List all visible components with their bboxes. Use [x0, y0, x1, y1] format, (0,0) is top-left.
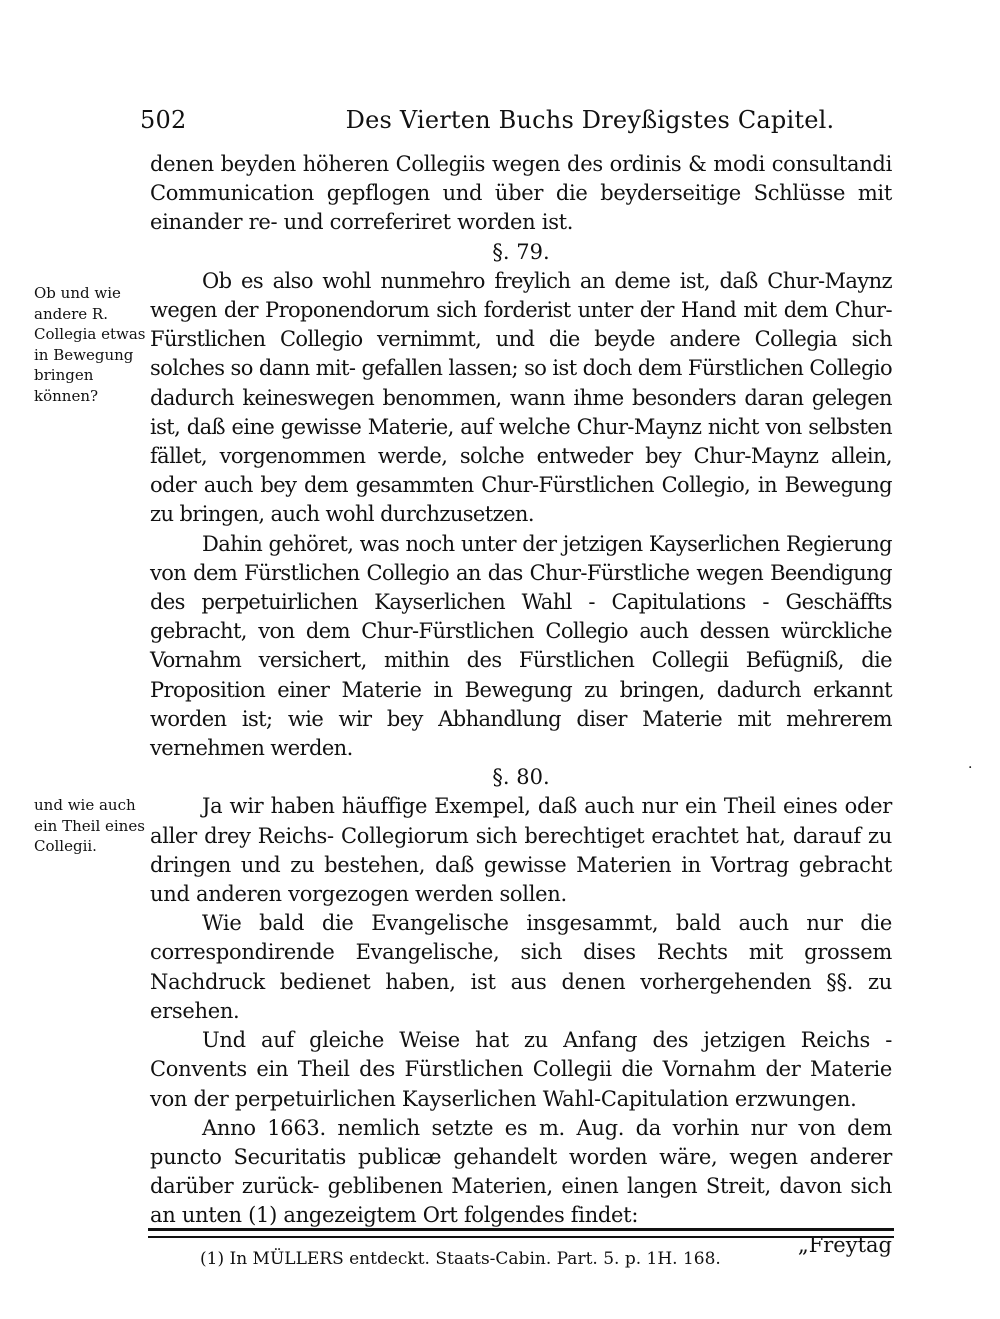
paragraph-79-2: Dahin gehöret, was noch unter der jetzigen Kayserlichen Regierung von dem Fürstlichen Collegio an das Chur-Fürstliche wegen Beendigung des perpetuirlichen Kayserlichen Wahl - Capitulations - Geschäffts gebracht, von dem Chur-Fürstlichen Collegio auch dessen würckliche Vornahm versichert, mithin des Fürstlichen Collegii Befügniß, die Proposition einer Materie in Bewegung zu bringen, dadurch erkannt worden ist; wie wir bey Abhandlung diser Materie mit mehrerem vernehmen werden.: [150, 531, 892, 761]
margin-note-1: Ob und wie andere R. Collegia etwas in Bewegung bringen können?: [34, 284, 146, 405]
paragraph-80-1: Ja wir haben häuffige Exempel, daß auch nur ein Theil eines oder aller drey Reichs- Collegiorum sich berechtiget erachtet hat, darauf zu dringen und zu bestehen, daß gewisse Materien in Vortrag gebracht und anderen vorgezogen werden sollen.: [150, 794, 892, 907]
edge-mark: ·: [968, 760, 973, 776]
main-text: [150, 150, 892, 1260]
catchword: „Freytag: [797, 1232, 892, 1257]
footnote-rule-bottom: [148, 1236, 894, 1238]
paragraph-80-4: Anno 1663. nemlich setzte es m. Aug. da vorhin nur von dem puncto Securitatis publicæ gehandelt worden wäre, wegen anderer darüber zurück- geblibenen Materien, einen langen Streit, davon sich an unten (1) angezeigtem Ort folgendes findet:: [150, 1115, 892, 1228]
section-heading-80: §. 80.: [492, 765, 550, 790]
page-number: 502: [140, 106, 187, 134]
footnote: (1) In MÜLLERS entdeckt. Staats-Cabin. Part. 5. p. 1H. 168.: [200, 1249, 721, 1269]
paragraph-intro: denen beyden höheren Collegiis wegen des ordinis & modi consultandi Communication gepflogen und über die beyderseitige Schlüsse mit einander re- und correferiret worden ist.: [150, 152, 892, 235]
section-heading-79: §. 79.: [492, 239, 550, 264]
footnote-rule-top: [148, 1228, 894, 1231]
chapter-header-title: Des Vierten Buchs Dreyßigstes Capitel.: [345, 106, 835, 134]
margin-note-2: und wie auch ein Theil eines Collegii.: [34, 796, 145, 855]
running-head: [140, 100, 900, 140]
paragraph-80-3: Und auf gleiche Weise hat zu Anfang des jetzigen Reichs - Convents ein Theil des Fürstlichen Collegii die Vornahm der Materie von der perpetuirlichen Kayserlichen Wahl-Capitulation erzwungen.: [150, 1028, 892, 1111]
paragraph-79-1: Ob es also wohl nunmehro freylich an deme ist, daß Chur-Maynz wegen der Proponendorum sich forderist unter der Hand mit dem Chur-Fürstlichen Collegio vernimmt, und die beyde andere Collegia sich solches so dann mit- gefallen lassen; so ist doch dem Fürstlichen Collegio dadurch keineswegen benommen, wann ihme besonders daran gelegen ist, daß eine gewisse Materie, auf welche Chur-Maynz nicht von selbsten fället, vorgenommen werde, solche entweder bey Chur-Maynz allein, oder auch bey dem gesammten Chur-Fürstlichen Collegio, in Bewegung zu bringen, auch wohl durchzusetzen.: [150, 268, 892, 527]
paragraph-80-2: Wie bald die Evangelische insgesammt, bald auch nur die correspondirende Evangelische, sich dises Rechts mit grossem Nachdruck bedienet haben, ist aus denen vorhergehenden §§. zu ersehen.: [150, 911, 892, 1023]
